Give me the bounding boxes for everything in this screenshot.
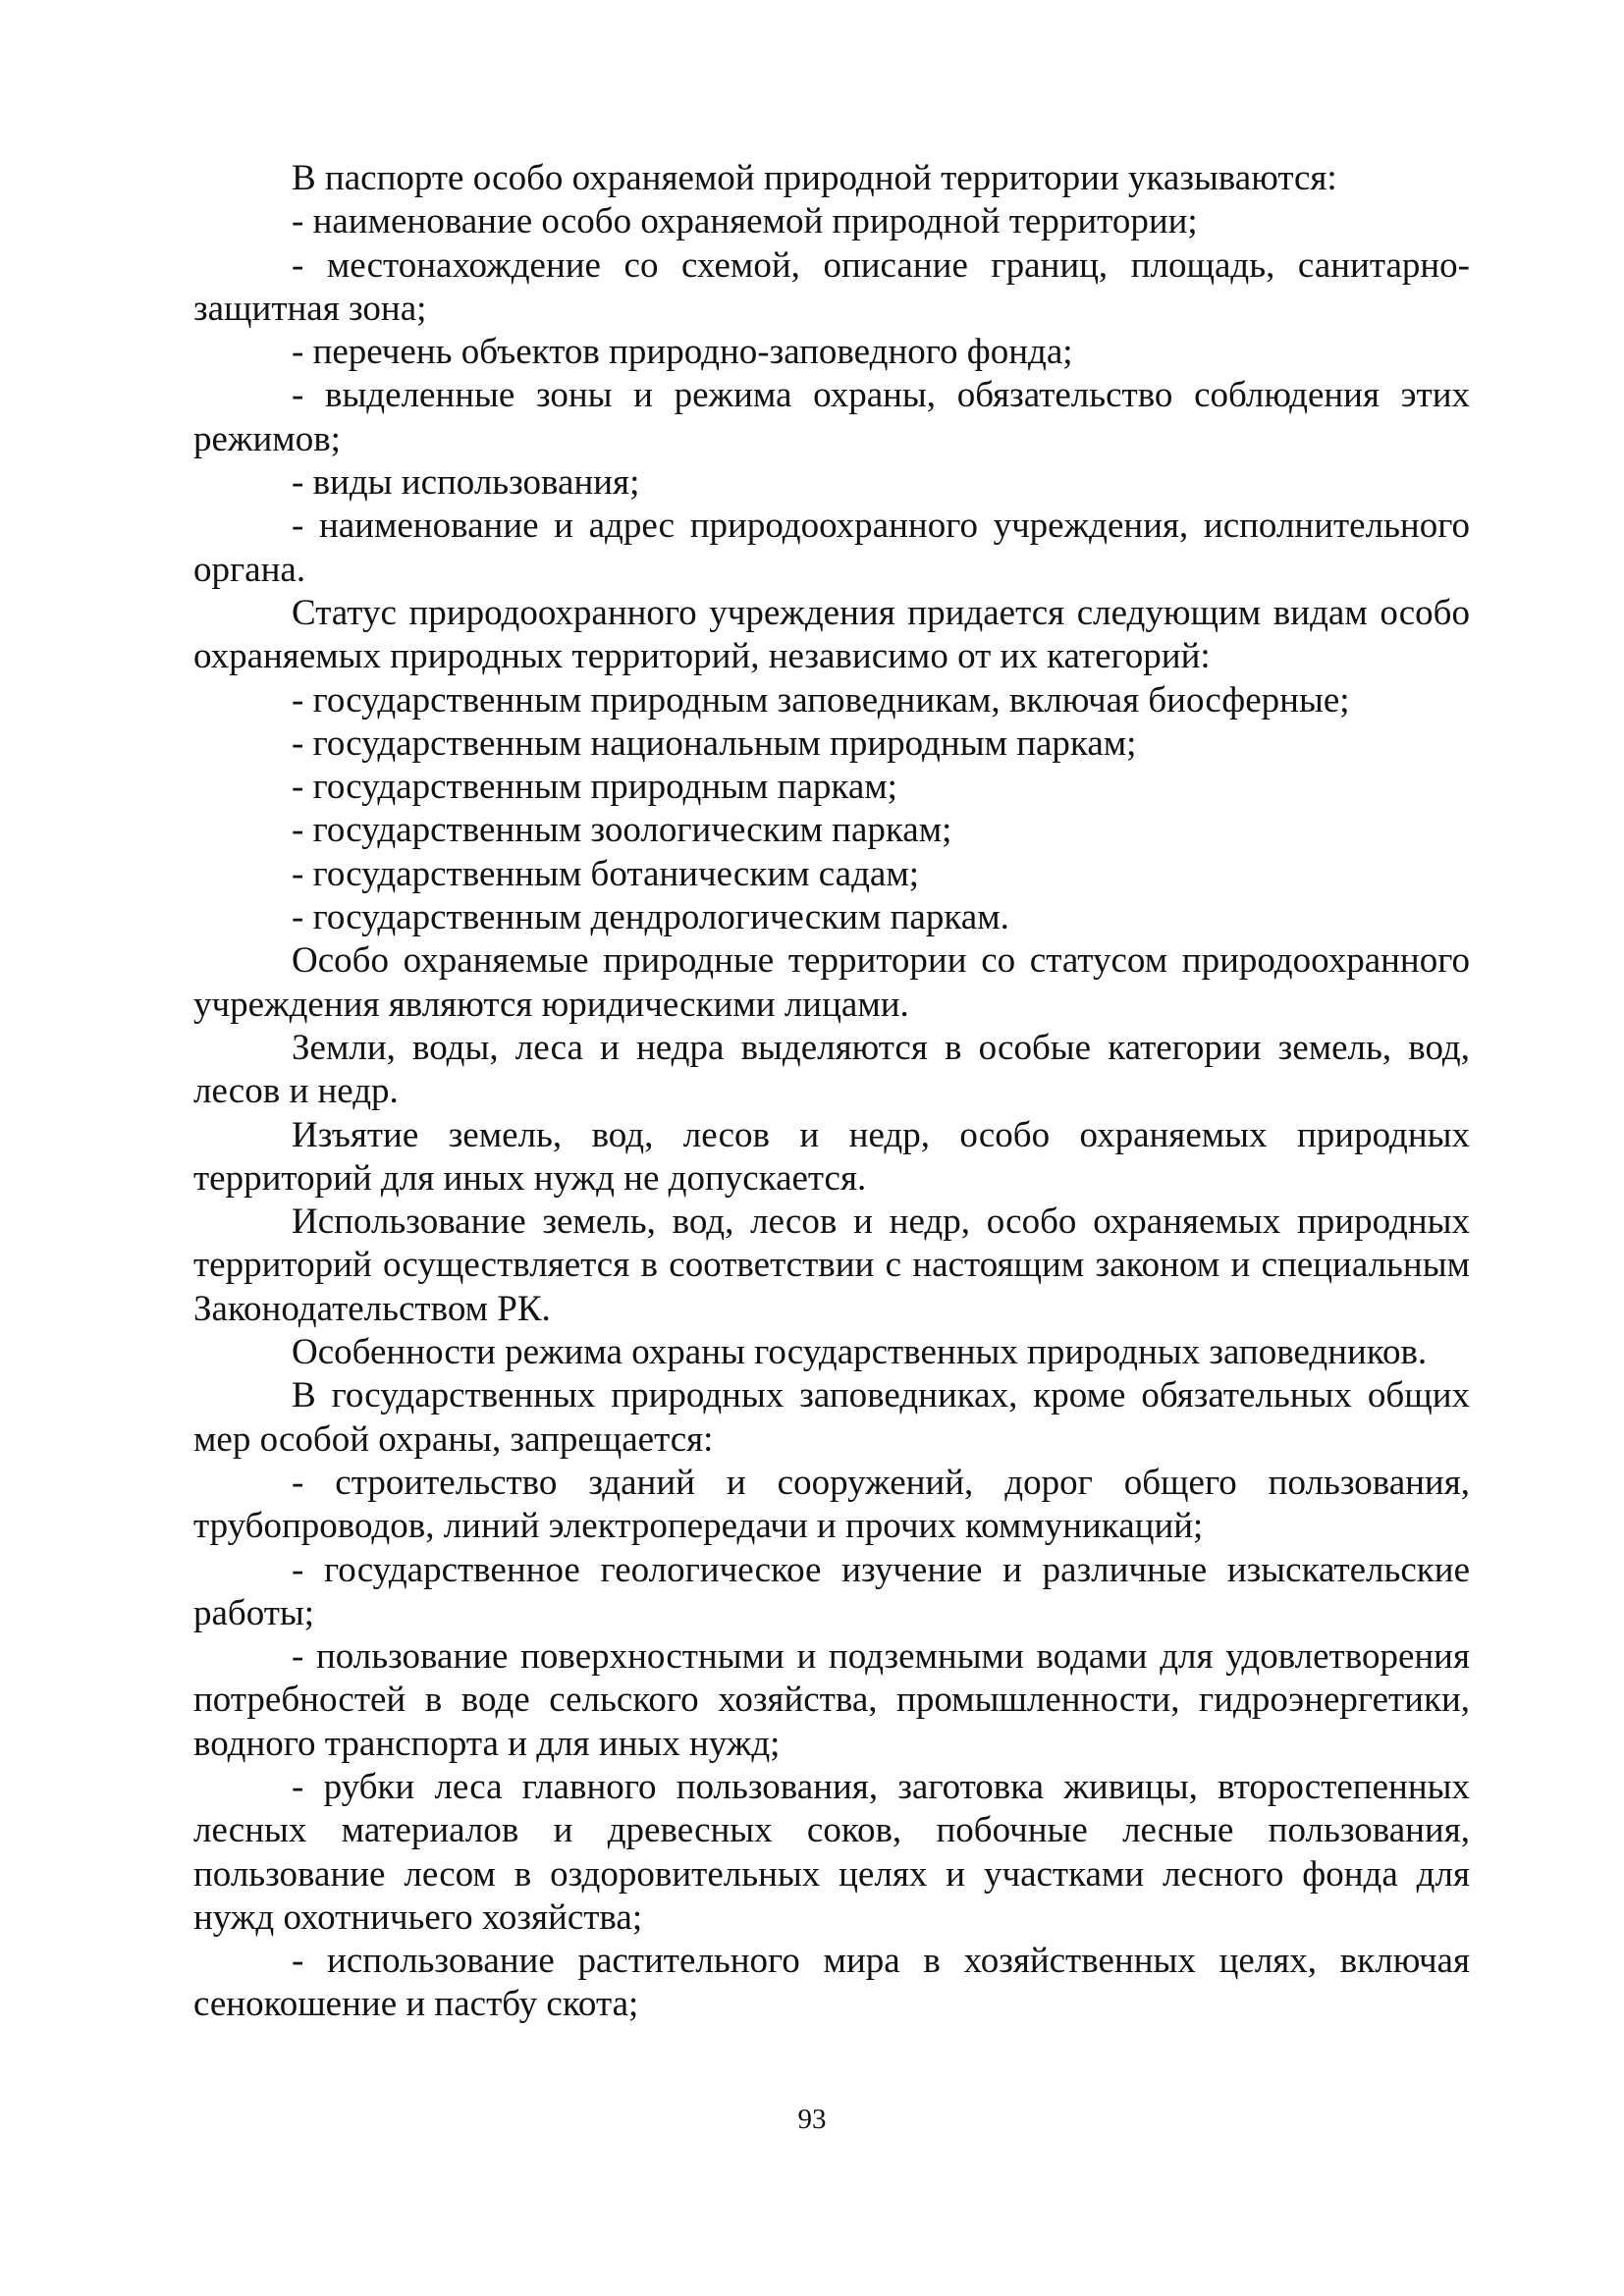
list-item: - наименование и адрес природоохранного учреждения, исполнительного органа. [193,506,1470,590]
document-body [193,157,1470,2027]
list-item: - строительство зданий и сооружений, дорог общего пользования, трубопроводов, линий электропередачи и прочих коммуникаций; [193,1462,1470,1547]
list-item: - государственным дендрологическим паркам. [292,897,1009,938]
list-item: - государственным природным паркам; [292,767,897,808]
list-item: - виды использования; [292,462,640,504]
list-item: - государственным природным заповедникам, включая биосферные; [292,679,1350,721]
list-item: - выделенные зоны и режима охраны, обязательство соблюдения этих режимов; [193,375,1470,459]
paragraph: Особо охраняемые природные территории со статусом природоохранного учреждения являются юридическими лицами. [193,940,1470,1025]
list-item: - государственным национальным природным паркам; [292,722,1137,764]
paragraph: В паспорте особо охраняемой природной территории указываются: [292,158,1337,198]
section-heading: Особенности режима охраны государственных природных заповедников. [292,1332,1428,1373]
paragraph: Земли, воды, леса и недра выделяются в особые категории земель, вод, лесов и недр. [193,1027,1470,1112]
list-item: - государственным ботаническим садам; [292,853,920,894]
list-item: - использование растительного мира в хозяйственных целях, включая сенокошение и пастбу скота; [193,1941,1470,2025]
list-item: - пользование поверхностными и подземными водами для удовлетворения потребностей в воде сельского хозяйства, промышленности, гидроэнергетики, водного транспорта и для иных нужд; [193,1636,1470,1764]
list-item: - государственное геологическое изучение и различные изыскательские работы; [193,1549,1470,1633]
list-item: - перечень объектов природно-заповедного фонда; [292,332,1073,373]
list-item: - местонахождение со схемой, описание границ, площадь, санитарно-защитная зона; [193,244,1470,329]
paragraph: Использование земель, вод, лесов и недр, особо охраняемых природных территорий осуществляется в соответствии с настоящим законом и специальным Законодательством РК. [193,1201,1470,1329]
list-item: - рубки леса главного пользования, заготовка живицы, второстепенных лесных материалов и древесных соков, побочные лесные пользования, пользование лесом в оздоровительных целях и участками лесного фонда для нужд охотничьего хозяйства; [193,1766,1470,1938]
paragraph: Изъятие земель, вод, лесов и недр, особо охраняемых природных территорий для иных нужд не допускается. [193,1114,1470,1199]
paragraph: В государственных природных заповедниках, кроме обязательных общих мер особой охраны, запрещается: [193,1375,1470,1460]
page-number: 93 [797,2104,827,2135]
paragraph: Статус природоохранного учреждения придается следующим видам особо охраняемых природных территорий, независимо от их категорий: [193,592,1470,677]
list-item: - государственным зоологическим паркам; [292,810,952,851]
list-item: - наименование особо охраняемой природной территории; [292,201,1198,242]
